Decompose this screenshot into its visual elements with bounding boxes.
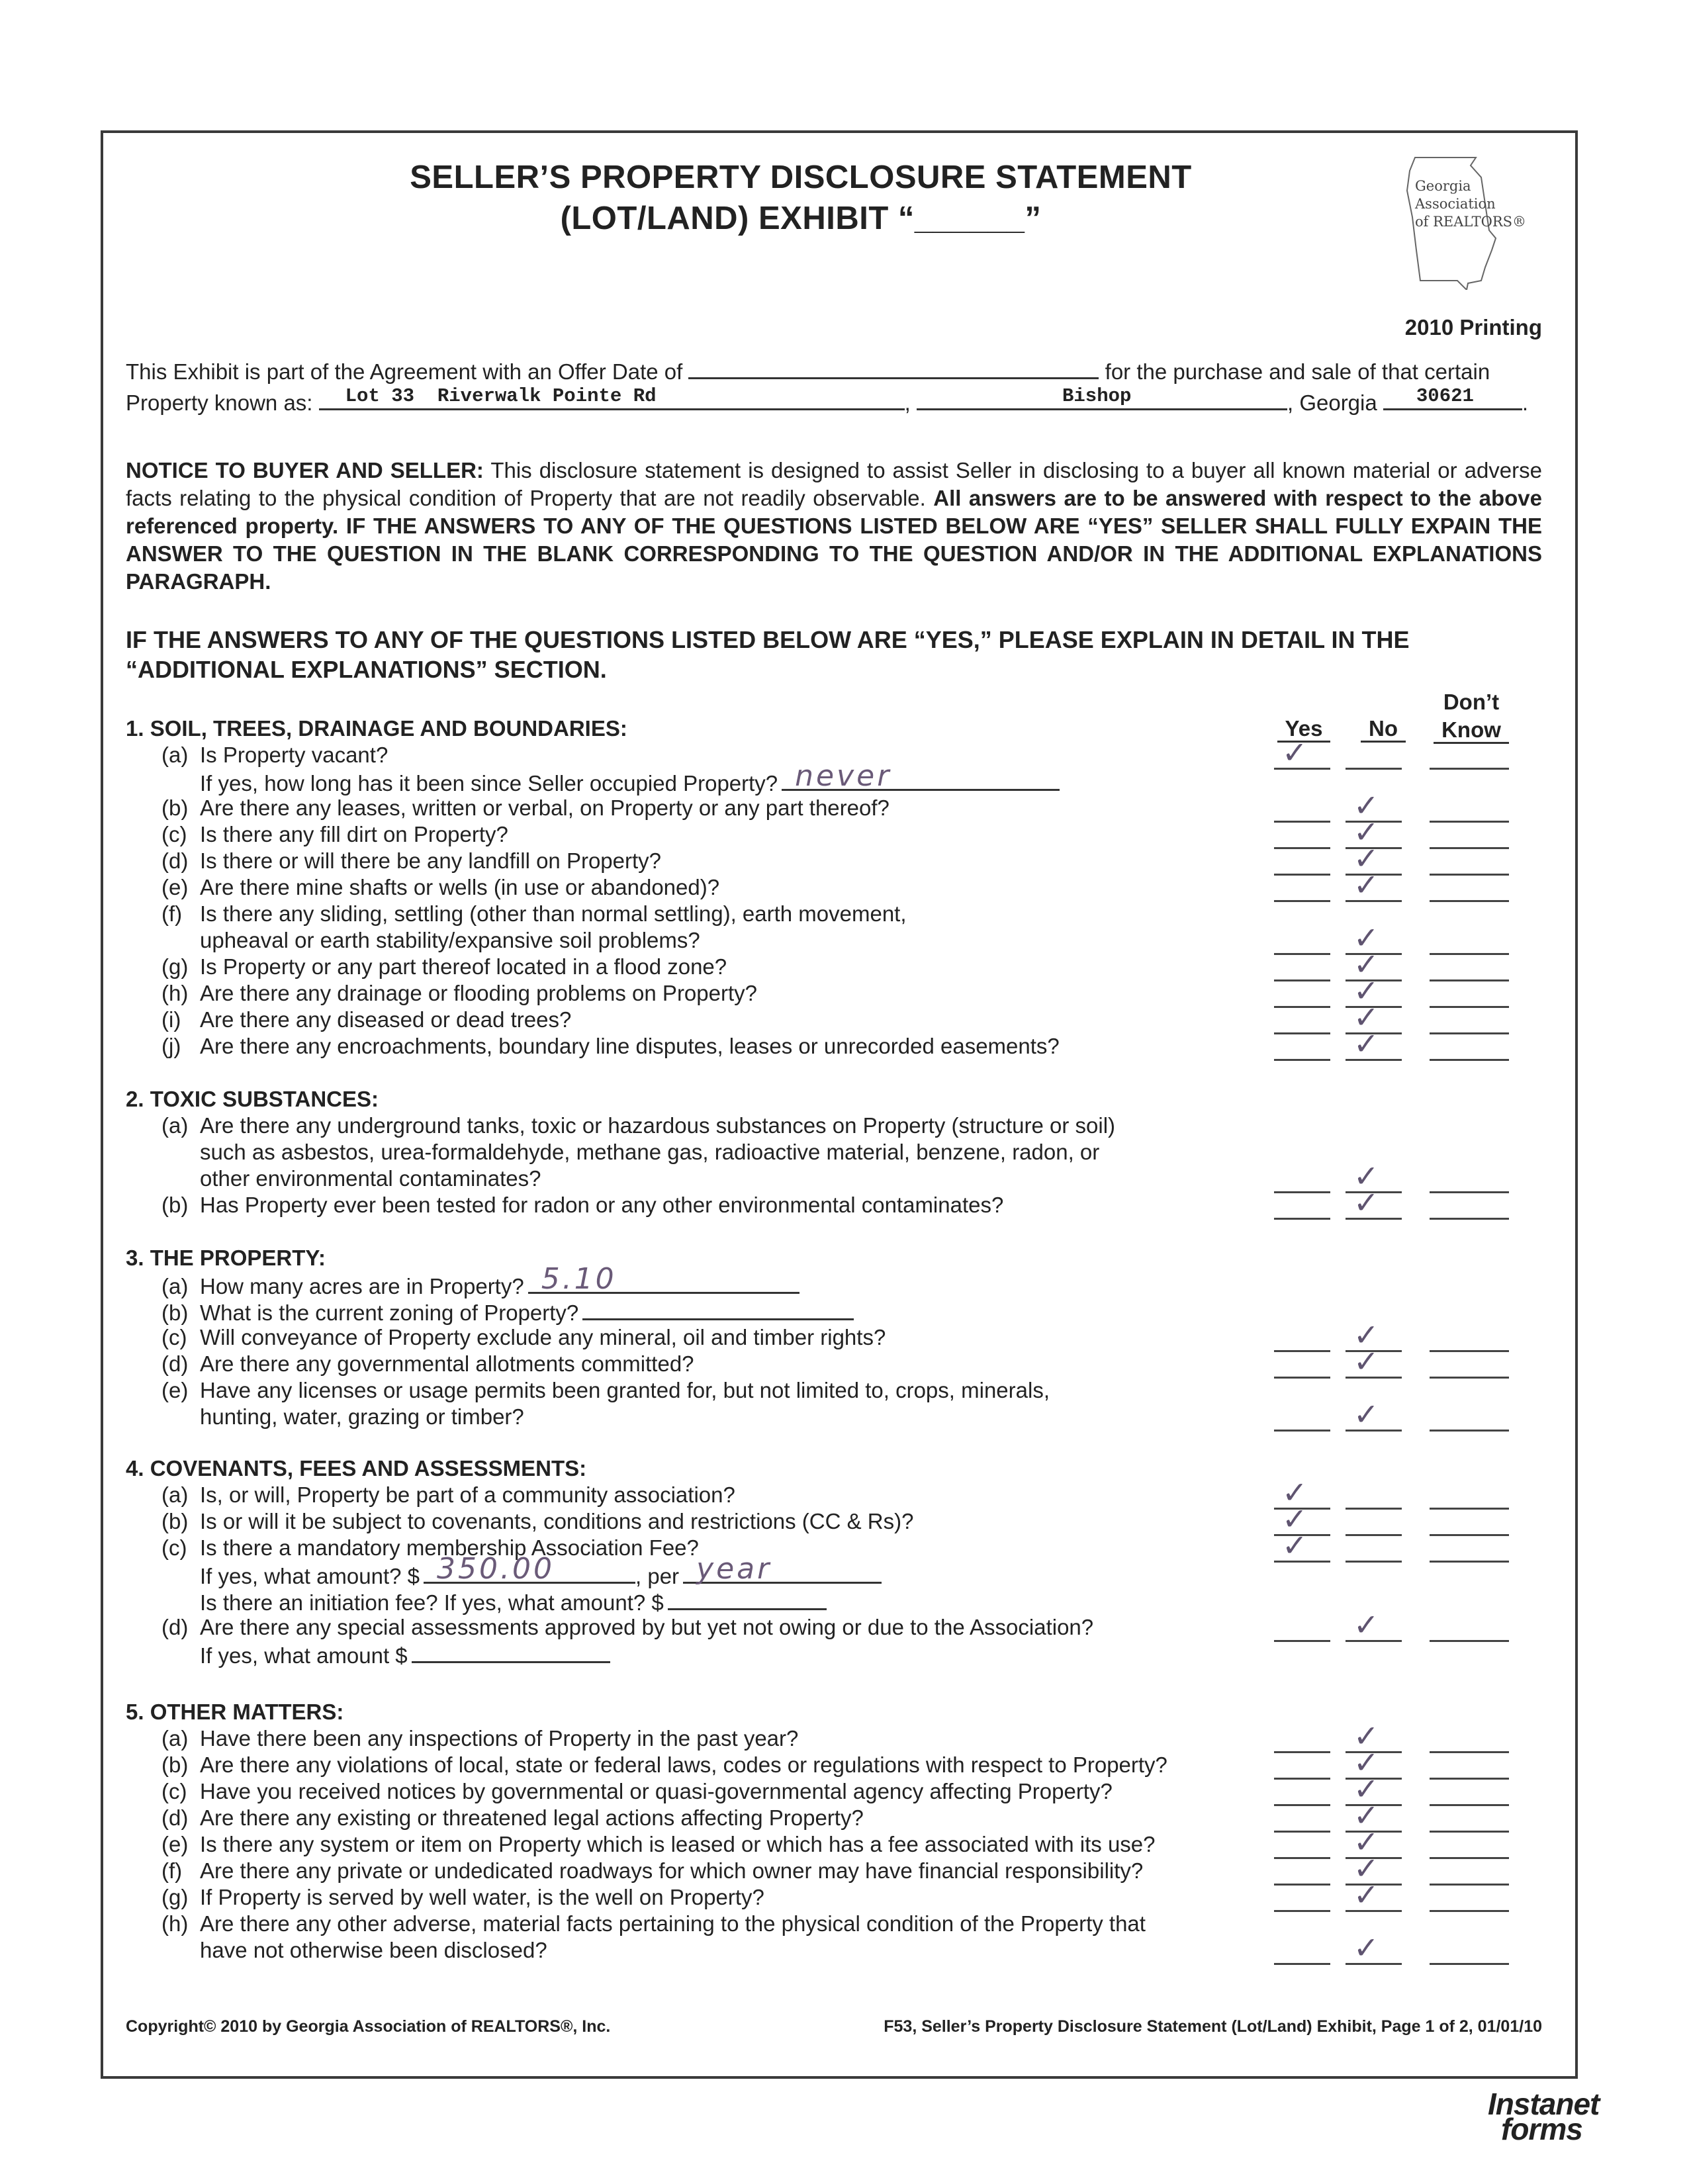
- instruction-heading: IF THE ANSWERS TO ANY OF THE QUESTIONS LISTED BELOW ARE “YES,” PLEASE EXPLAIN IN DETAIL IN THE “ADDITIONAL EXPLANATIONS” SECTION.: [126, 626, 1410, 683]
- answer-blank-dont-know[interactable]: [1430, 1032, 1509, 1034]
- question-label: (b): [161, 1300, 189, 1325]
- section-heading: 4. COVENANTS, FEES AND ASSESSMENTS:: [126, 1456, 587, 1480]
- question-prompt: Are there any existing or threatened legal actions affecting Property?: [200, 1805, 864, 1830]
- question-text: [161, 1779, 1113, 1804]
- checkmark-icon: ✓: [1353, 1745, 1379, 1780]
- section-heading: 3. THE PROPERTY:: [126, 1246, 326, 1270]
- question-label: (a): [161, 1113, 189, 1138]
- form-title: SELLER’S PROPERTY DISCLOSURE STATEMENT: [410, 159, 1192, 195]
- question-text: [161, 822, 508, 847]
- answer-blank-dont-know[interactable]: [1430, 1191, 1509, 1193]
- answer-blank-yes[interactable]: [1274, 1910, 1330, 1912]
- checkmark-icon: ✓: [1282, 1501, 1308, 1537]
- question-text: [161, 1482, 735, 1508]
- checkmark-icon: ✓: [1282, 735, 1308, 770]
- question-text: [161, 1325, 886, 1350]
- property-address-line: Property known as: Lot 33 Riverwalk Pointe Rd , Bishop , Georgia 30621 .: [126, 385, 1529, 415]
- question-prompt: Are there any underground tanks, toxic or hazardous substances on Property (structure or soil): [200, 1113, 1116, 1138]
- checkmark-icon: ✓: [1353, 1026, 1379, 1062]
- question-label: (e): [161, 1832, 189, 1856]
- question-label: (h): [161, 1911, 189, 1936]
- question-text: [161, 1378, 1050, 1403]
- city-field[interactable]: Bishop: [917, 388, 1287, 410]
- handwritten-response: 5.10: [541, 1262, 617, 1296]
- answer-blank-dont-know[interactable]: [1430, 1350, 1509, 1352]
- answer-blank-dont-know[interactable]: [1430, 1778, 1509, 1780]
- answer-blank-dont-know[interactable]: [1430, 847, 1509, 849]
- question-prompt: Is there any sliding, settling (other than normal settling), earth movement,: [200, 901, 907, 926]
- question-text: [200, 1166, 541, 1191]
- answer-blank-no[interactable]: [1346, 1561, 1402, 1563]
- question-prompt: Will conveyance of Property exclude any mineral, oil and timber rights?: [200, 1325, 886, 1349]
- form-subtitle-exhibit: (LOT/LAND) EXHIBIT “______”: [560, 201, 1042, 236]
- section-heading: 5. OTHER MATTERS:: [126, 1700, 344, 1724]
- answer-blank-yes[interactable]: [1274, 874, 1330, 876]
- question-label: (e): [161, 875, 189, 899]
- response-field[interactable]: [782, 759, 1060, 793]
- question-text: [161, 1034, 1060, 1059]
- checkmark-icon: ✓: [1353, 1877, 1379, 1913]
- question-prompt: Are there any encroachments, boundary line disputes, leases or unrecorded easements?: [200, 1034, 1060, 1058]
- question-label: (a): [161, 743, 189, 767]
- checkmark-icon: ✓: [1353, 1396, 1379, 1432]
- question-text: [161, 1298, 854, 1326]
- answer-blank-dont-know[interactable]: [1430, 1430, 1509, 1432]
- answer-blank-yes[interactable]: [1274, 847, 1330, 849]
- question-text: [200, 928, 700, 953]
- answer-blank-yes[interactable]: [1274, 1640, 1330, 1642]
- question-text: [161, 1509, 913, 1534]
- question-text: [161, 875, 719, 900]
- checkmark-icon: ✓: [1353, 867, 1379, 903]
- notice-lead: NOTICE TO BUYER AND SELLER:: [126, 458, 484, 482]
- question-text: [161, 1615, 1093, 1640]
- answer-blank-dont-know[interactable]: [1430, 1218, 1509, 1220]
- question-text: [161, 1752, 1167, 1778]
- street-field[interactable]: Lot 33 Riverwalk Pointe Rd: [319, 388, 905, 410]
- answer-blank-dont-know[interactable]: [1430, 821, 1509, 823]
- question-prompt: If yes, what amount? $: [200, 1564, 420, 1588]
- answer-blank-yes[interactable]: [1274, 1218, 1330, 1220]
- answer-blank-dont-know[interactable]: [1430, 1963, 1509, 1965]
- question-prompt: Have you received notices by governmental or quasi-governmental agency affecting Property?: [200, 1779, 1113, 1803]
- per-label: , per: [635, 1564, 680, 1588]
- question-label: (b): [161, 1193, 189, 1217]
- question-prompt: Is, or will, Property be part of a community association?: [200, 1482, 735, 1507]
- answer-blank-yes[interactable]: [1274, 1430, 1330, 1432]
- answer-blank-dont-know[interactable]: [1430, 1534, 1509, 1536]
- checkmark-icon: ✓: [1353, 1185, 1379, 1220]
- question-label: (d): [161, 1805, 189, 1830]
- checkmark-icon: ✓: [1353, 1718, 1379, 1754]
- question-text: [161, 1193, 1003, 1218]
- per-period-field[interactable]: [683, 1552, 882, 1586]
- question-label: (a): [161, 1482, 189, 1507]
- handwritten-response: never: [795, 759, 892, 793]
- checkmark-icon: ✓: [1353, 999, 1379, 1035]
- question-prompt: Is there a mandatory membership Association Fee?: [200, 1535, 699, 1560]
- answer-blank-yes[interactable]: [1274, 1963, 1330, 1965]
- checkmark-icon: ✓: [1353, 1158, 1379, 1194]
- question-prompt: Are there any leases, written or verbal, on Property or any part thereof?: [200, 796, 890, 820]
- question-text: [161, 848, 661, 874]
- logo-line: of REALTORS®: [1415, 214, 1527, 230]
- answer-blank-dont-know[interactable]: [1430, 768, 1509, 770]
- answer-blank-dont-know[interactable]: [1430, 1804, 1509, 1806]
- question-prompt: such as asbestos, urea-formaldehyde, methane gas, radioactive material, benzene, radon, or: [200, 1140, 1100, 1164]
- question-prompt: Are there any diseased or dead trees?: [200, 1007, 572, 1032]
- answer-blank-yes[interactable]: [1274, 1377, 1330, 1379]
- question-text: [161, 1911, 1146, 1936]
- notice-bold-tail: All answers are to be answered with respect to the above referenced property. IF THE ANSWERS TO ANY OF THE QUESTIONS LISTED BELOW ARE “YES” SELLER SHALL FULLY EXPAIN THE ANSWER TO THE QUESTION IN THE BLANK CORRESPONDING TO THE QUESTION AND/OR IN THE ADDITIONAL EXPLANATIONS PARAGRAPH.: [126, 486, 1542, 594]
- question-prompt: Are there any governmental allotments committed?: [200, 1351, 694, 1376]
- checkmark-icon: ✓: [1353, 1824, 1379, 1860]
- checkmark-icon: ✓: [1353, 1317, 1379, 1353]
- checkmark-icon: ✓: [1282, 1527, 1308, 1563]
- checkmark-icon: ✓: [1353, 841, 1379, 876]
- question-text: [200, 1938, 547, 1963]
- question-prompt: Are there any drainage or flooding problems on Property?: [200, 981, 757, 1005]
- logo-line: Association: [1415, 196, 1496, 212]
- offer-date-field[interactable]: [688, 357, 1099, 379]
- question-label: (b): [161, 1509, 189, 1533]
- question-prompt: Is Property or any part thereof located in a flood zone?: [200, 954, 727, 979]
- offer-date-suffix: for the purchase and sale of that certain: [1105, 359, 1490, 384]
- question-prompt: Is or will it be subject to covenants, conditions and restrictions (CC & Rs)?: [200, 1509, 914, 1533]
- question-text: [161, 1885, 764, 1910]
- question-label: (a): [161, 1726, 189, 1751]
- question-label: (c): [161, 1325, 187, 1349]
- checkmark-icon: ✓: [1353, 814, 1379, 850]
- question-prompt: If yes, how long has it been since Seller occupied Property?: [200, 771, 778, 796]
- form-identifier: F53, Seller’s Property Disclosure Statement (Lot/Land) Exhibit, Page 1 of 2, 01/01/10: [884, 2017, 1542, 2036]
- answer-blank-yes[interactable]: [1274, 1032, 1330, 1034]
- question-label: (a): [161, 1274, 189, 1298]
- answer-blank-dont-know[interactable]: [1430, 900, 1509, 902]
- question-prompt: have not otherwise been disclosed?: [200, 1938, 547, 1962]
- question-prompt: upheaval or earth stability/expansive soil problems?: [200, 928, 700, 952]
- question-text: [200, 759, 1060, 796]
- question-prompt: Have there been any inspections of Property in the past year?: [200, 1726, 799, 1751]
- question-label: (g): [161, 954, 189, 979]
- question-prompt: Is there any system or item on Property which is leased or which has a fee associated with its use?: [200, 1832, 1156, 1856]
- question-prompt: If yes, what amount $: [200, 1643, 408, 1668]
- question-prompt: Are there any special assessments approved by but yet not owing or due to the Association?: [200, 1615, 1094, 1639]
- question-text: [161, 1726, 798, 1751]
- printing-year: 2010 Printing: [1404, 315, 1542, 340]
- response-field[interactable]: [424, 1552, 635, 1586]
- question-prompt: Has Property ever been tested for radon or any other environmental contaminates?: [200, 1193, 1004, 1217]
- answer-blank-no[interactable]: [1346, 768, 1402, 770]
- answer-blank-yes[interactable]: [1274, 900, 1330, 902]
- answer-blank-yes[interactable]: [1274, 953, 1330, 955]
- question-text: [161, 1535, 699, 1561]
- answer-blank-dont-know[interactable]: [1430, 1857, 1509, 1859]
- question-text: [200, 1588, 827, 1615]
- question-prompt: Are there mine shafts or wells (in use or abandoned)?: [200, 875, 720, 899]
- question-text: [161, 1262, 799, 1299]
- state-label: , Georgia: [1287, 390, 1377, 415]
- question-label: (f): [161, 901, 183, 926]
- answer-blank-yes[interactable]: [1274, 979, 1330, 981]
- notice-paragraph: [126, 457, 1542, 596]
- question-text: [161, 796, 890, 821]
- question-text: [161, 1832, 1156, 1857]
- question-label: (b): [161, 796, 189, 820]
- instanet-forms-logo: Instanet forms: [1488, 2087, 1600, 2146]
- answer-blank-yes[interactable]: [1274, 1751, 1330, 1753]
- question-label: (d): [161, 1615, 189, 1639]
- question-text: [161, 954, 727, 979]
- answer-blank-yes[interactable]: [1274, 1059, 1330, 1061]
- answer-blank-no[interactable]: [1346, 1534, 1402, 1536]
- property-known-label: Property known as:: [126, 390, 313, 415]
- question-label: (e): [161, 1378, 189, 1402]
- offer-date-line: [126, 357, 1490, 385]
- checkmark-icon: ✓: [1282, 1475, 1308, 1510]
- question-prompt: Are there any other adverse, material facts pertaining to the physical condition of the Property that: [200, 1911, 1146, 1936]
- answer-blank-dont-know[interactable]: [1430, 874, 1509, 876]
- answer-blank-yes[interactable]: [1274, 1804, 1330, 1806]
- answer-blank-no[interactable]: [1346, 1508, 1402, 1510]
- checkmark-icon: ✓: [1353, 1607, 1379, 1643]
- question-text: [200, 1140, 1099, 1165]
- question-prompt: Have any licenses or usage permits been granted for, but not limited to, crops, minerals,: [200, 1378, 1050, 1402]
- response-field[interactable]: [668, 1588, 827, 1610]
- question-label: (b): [161, 1752, 189, 1777]
- checkmark-icon: ✓: [1353, 1850, 1379, 1886]
- answer-blank-yes[interactable]: [1274, 1350, 1330, 1352]
- answer-blank-dont-know[interactable]: [1430, 1508, 1509, 1510]
- response-field[interactable]: [412, 1641, 610, 1663]
- response-field[interactable]: [528, 1262, 799, 1296]
- question-label: (f): [161, 1858, 183, 1883]
- question-text: [161, 1113, 1115, 1138]
- answer-blank-dont-know[interactable]: [1430, 1831, 1509, 1833]
- question-label: (h): [161, 981, 189, 1005]
- checkmark-icon: ✓: [1353, 920, 1379, 956]
- question-text: [161, 981, 757, 1006]
- question-label: (j): [161, 1034, 181, 1058]
- question-label: (c): [161, 1535, 187, 1560]
- answer-blank-dont-know[interactable]: [1430, 1377, 1509, 1379]
- offer-date-prefix: This Exhibit is part of the Agreement with an Offer Date of: [126, 359, 683, 384]
- column-dont-know: Don’t Know: [1428, 688, 1514, 744]
- answer-blank-dont-know[interactable]: [1430, 1640, 1509, 1642]
- answer-blank-yes[interactable]: [1274, 1191, 1330, 1193]
- answer-blank-dont-know[interactable]: [1430, 1561, 1509, 1563]
- answer-blank-yes[interactable]: [1274, 1831, 1330, 1833]
- question-text: [161, 1007, 571, 1032]
- question-prompt: Is there an initiation fee? If yes, what amount? $: [200, 1590, 664, 1615]
- notice-body: This disclosure statement is designed to assist Seller in disclosing to a buyer all known material or adverse facts relating to the physical condition of Property that are not readily observable.: [126, 458, 1542, 510]
- answer-blank-yes[interactable]: [1274, 1884, 1330, 1886]
- answer-blank-dont-know[interactable]: [1430, 1910, 1509, 1912]
- answer-blank-yes[interactable]: [1274, 1778, 1330, 1780]
- answer-blank-yes[interactable]: [1274, 1857, 1330, 1859]
- question-text: [200, 1404, 524, 1430]
- question-label: (i): [161, 1007, 181, 1032]
- question-text: [161, 901, 907, 927]
- question-prompt: other environmental contaminates?: [200, 1166, 541, 1191]
- question-prompt: Are there any violations of local, state or federal laws, codes or regulations with respect to Property?: [200, 1752, 1167, 1777]
- checkmark-icon: ✓: [1353, 1797, 1379, 1833]
- question-text: [200, 1552, 882, 1589]
- checkmark-icon: ✓: [1353, 788, 1379, 823]
- question-text: [161, 743, 388, 768]
- question-prompt: Is Property vacant?: [200, 743, 388, 767]
- question-label: (d): [161, 1351, 189, 1376]
- question-prompt: How many acres are in Property?: [200, 1274, 524, 1298]
- section-heading: 2. TOXIC SUBSTANCES:: [126, 1087, 379, 1111]
- column-no: No: [1350, 716, 1416, 741]
- section-heading: 1. SOIL, TREES, DRAINAGE AND BOUNDARIES:: [126, 716, 627, 741]
- answer-blank-yes[interactable]: [1274, 821, 1330, 823]
- question-label: (d): [161, 848, 189, 873]
- association-logo: [1415, 177, 1526, 231]
- answer-blank-dont-know[interactable]: [1430, 1006, 1509, 1008]
- answer-blank-dont-know[interactable]: [1430, 1751, 1509, 1753]
- question-text: [200, 1641, 610, 1668]
- checkmark-icon: ✓: [1353, 1343, 1379, 1379]
- question-prompt: If Property is served by well water, is the well on Property?: [200, 1885, 764, 1909]
- checkmark-icon: ✓: [1353, 1930, 1379, 1966]
- question-prompt: Is there or will there be any landfill on Property?: [200, 848, 662, 873]
- answer-blank-dont-know[interactable]: [1430, 1059, 1509, 1061]
- question-text: [161, 1351, 694, 1377]
- question-label: (c): [161, 1779, 187, 1803]
- handwritten-response: 350.00: [437, 1552, 555, 1586]
- question-text: [161, 1805, 864, 1831]
- answer-blank-dont-know[interactable]: [1430, 1884, 1509, 1886]
- question-prompt: What is the current zoning of Property?: [200, 1300, 579, 1325]
- question-text: [161, 1858, 1143, 1884]
- checkmark-icon: ✓: [1353, 973, 1379, 1009]
- column-yes: Yes: [1271, 716, 1337, 741]
- answer-blank-dont-know[interactable]: [1430, 979, 1509, 981]
- checkmark-icon: ✓: [1353, 946, 1379, 982]
- question-prompt: Are there any private or undedicated roadways for which owner may have financial responsibility?: [200, 1858, 1144, 1883]
- zip-field[interactable]: 30621: [1383, 388, 1522, 410]
- question-prompt: Is there any fill dirt on Property?: [200, 822, 508, 846]
- question-prompt: hunting, water, grazing or timber?: [200, 1404, 524, 1429]
- question-label: (g): [161, 1885, 189, 1909]
- question-label: (c): [161, 822, 187, 846]
- answer-blank-dont-know[interactable]: [1430, 953, 1509, 955]
- checkmark-icon: ✓: [1353, 1771, 1379, 1807]
- response-field[interactable]: [582, 1298, 854, 1320]
- handwritten-response: year: [696, 1552, 772, 1586]
- copyright-notice: Copyright© 2010 by Georgia Association of REALTORS®, Inc.: [126, 2017, 611, 2036]
- answer-blank-yes[interactable]: [1274, 1006, 1330, 1008]
- logo-line: Georgia: [1415, 178, 1471, 194]
